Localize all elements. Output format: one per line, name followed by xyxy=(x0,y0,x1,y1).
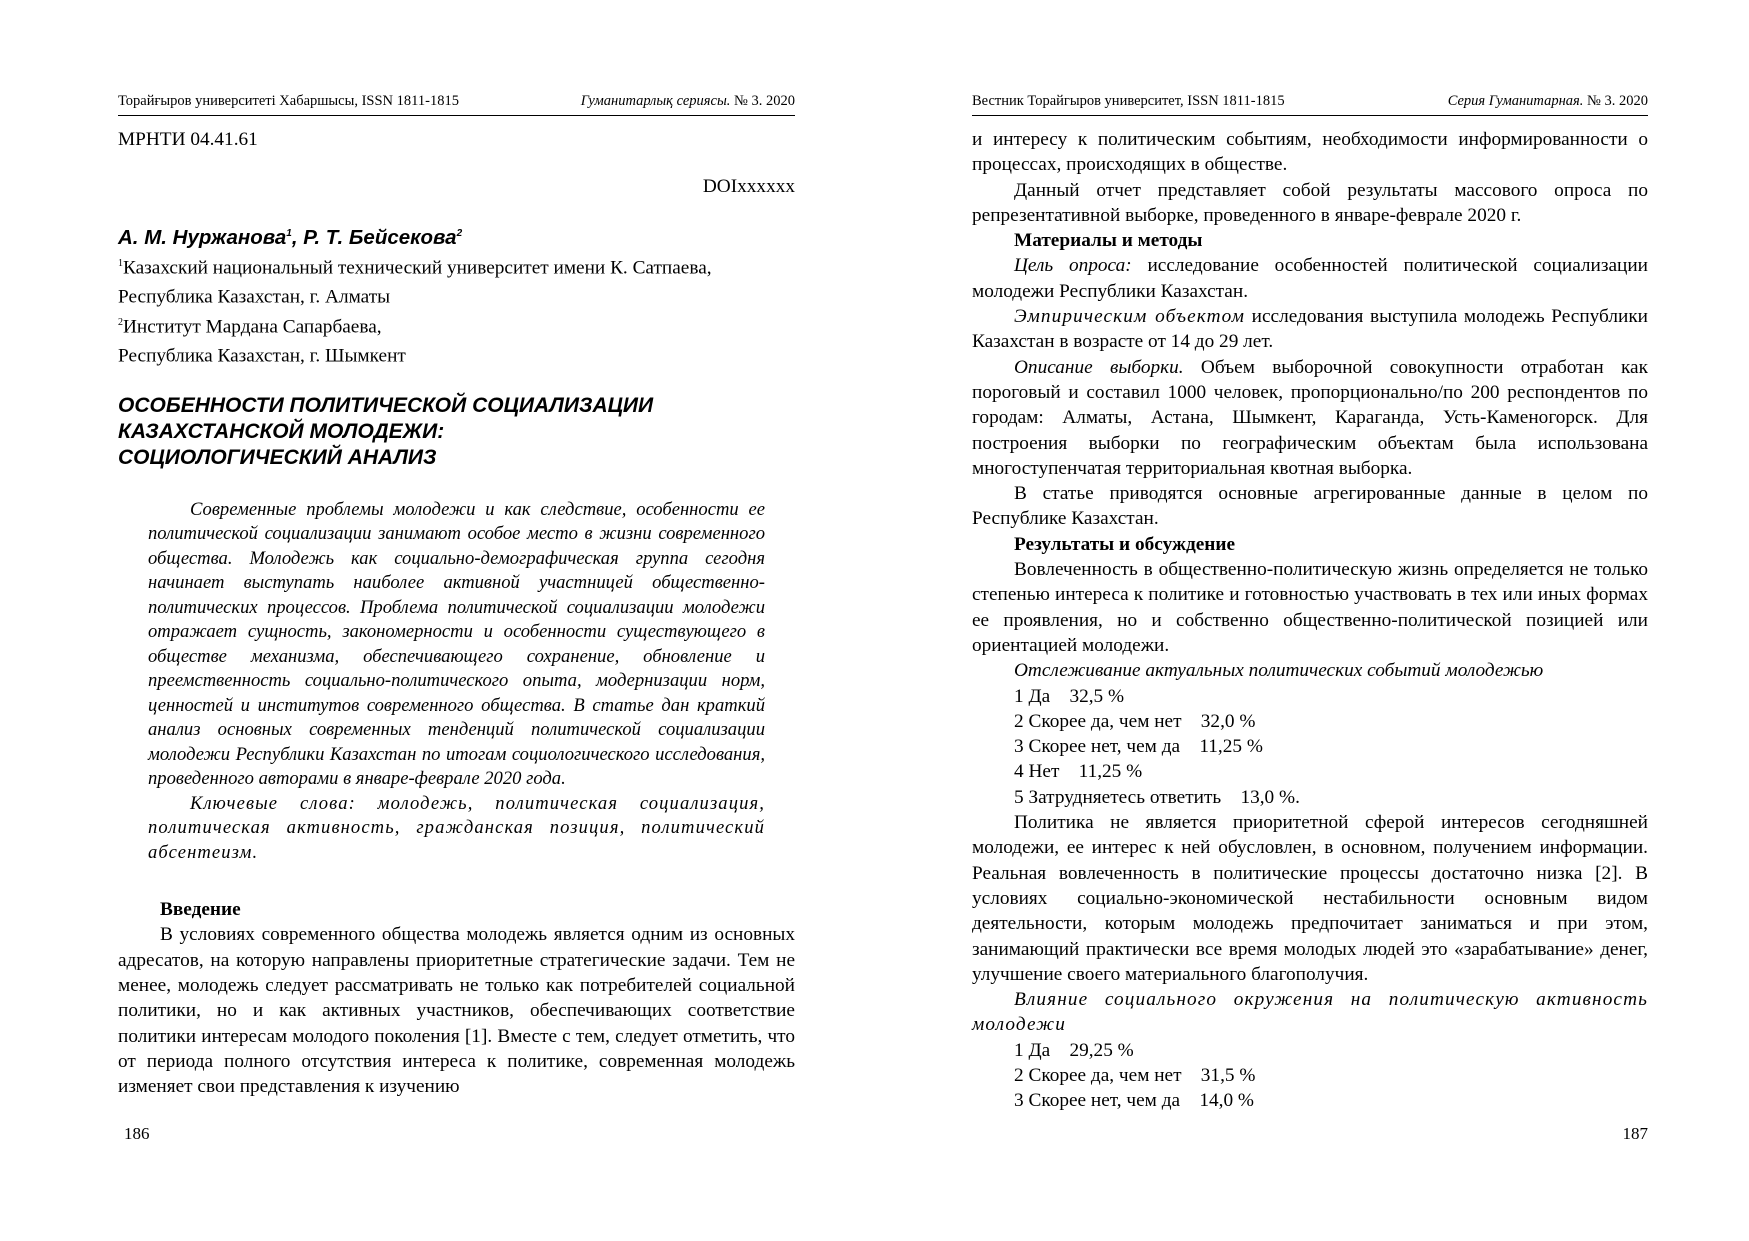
goal-paragraph xyxy=(972,253,1648,304)
page-number-right: 187 xyxy=(1622,1124,1648,1143)
introduction-text: В условиях современного общества молодежь является одним из основных адресатов, на которую направлены приоритетные стратегические задачи. Тем не менее, молодежь следует рассматривать не только как потребителей социальной политики, но и как активных участников, обеспечивающих соответствие политики интересам молодого поколения [1]. Вместе с тем, следует отметить, что от периода полного отсутствия интереса к политике, современная молодежь изменяет свои представления к изучению xyxy=(118,924,795,1098)
list-item: 2 Скорее да, чем нет 32,0 % xyxy=(1014,710,1256,732)
affiliation-text: Институт Мардана Сапарбаева, xyxy=(123,316,382,338)
author-1-sup: 1 xyxy=(286,228,292,239)
sample-text: Объем выборочной совокупности отработан как пороговый и составил 1000 человек, пропорционально/по 200 респондентов по городам: Алматы, Астана, Шымкент, Караганда, Усть-Каменогорск. Для построения выборки по географическим объектам была использована многоступенчатая территориальная квотная выборка. xyxy=(972,356,1648,479)
udc-code: МРНТИ 04.41.61 xyxy=(118,129,258,150)
article-title xyxy=(118,393,795,471)
affiliation-sup: 2 xyxy=(118,316,123,328)
list-item: 5 Затрудняетесь ответить 13,0 %. xyxy=(1014,786,1300,808)
list-item: 2 Скорее да, чем нет 31,5 % xyxy=(1014,1064,1256,1086)
journal-name: Торайғыров университеті Хабаршысы, ISSN 1811-1815 xyxy=(118,93,459,109)
affiliation-line xyxy=(118,310,795,339)
affiliation-line xyxy=(118,251,795,280)
affiliation-text: Республика Казахстан, г. Алматы xyxy=(118,286,391,308)
abstract-text: Современные проблемы молодежи и как следствие, особенности ее политической социализации занимают особое место в жизни современного общества. Молодежь как социально-демографическая группа сегодня начинает выступать наиболее активной участницей общественно-политических процессов. Проблема политической социализации молодежи отражает сущность, закономерности и особенности существующего в обществе механизма, обеспечивающего сохранение, обновление и преемственность социально-политического опыта, модернизации норм, ценностей и институтов современного общества. В статье дан краткий анализ основных современных тенденций политической социализации молодежи Республики Казахстан по итогам социологического исследования, проведенного авторами в январе-феврале 2020 года. xyxy=(148,498,765,790)
object-text: исследования выступила молодежь Республики Казахстан в возрасте от 14 до 29 лет. xyxy=(972,306,1649,353)
goal-text: исследование особенностей политической социализации молодежи Республики Казахстан. xyxy=(972,255,1648,302)
list-item: 4 Нет 11,25 % xyxy=(1014,761,1143,783)
abstract xyxy=(148,498,765,866)
list-item: 1 Да 29,25 % xyxy=(1014,1039,1134,1061)
introduction-section xyxy=(118,897,795,1099)
issue-number: № 3. 2020 xyxy=(1583,93,1648,109)
right-content xyxy=(972,127,1648,1114)
question-1-answers xyxy=(972,684,1648,810)
methods-heading: Материалы и методы xyxy=(1014,230,1203,252)
series-name: Гуманитарлық сериясы. xyxy=(580,93,731,109)
report-paragraph: Данный отчет представляет собой результаты массового опроса по репрезентативной выборке, проведенного в январе-феврале 2020 г. xyxy=(972,179,1648,226)
goal-label: Цель опроса: xyxy=(1014,255,1132,277)
page-number-left: 186 xyxy=(124,1124,150,1143)
involvement-paragraph: Вовлеченность в общественно-политическую жизнь определяется не только степенью интереса к политике и готовностью участвовать в тех или иных формах ее проявления, но и собственно общественно-политической позицией или ориентацией молодежи. xyxy=(972,559,1648,656)
title-line: КАЗАХСТАНСКОЙ МОЛОДЕЖИ: xyxy=(118,419,445,443)
issue-number: № 3. 2020 xyxy=(730,93,795,109)
politics-paragraph: Политика не является приоритетной сферой интересов сегодняшней молодежи, ее интерес к ней обусловлен, в основном, получением информации. Реальная вовлеченность в политические процессы достаточно низка [2]. В условиях социально-экономической нестабильности основным видом деятельности, которым молодежь предпочитает заниматься и при этом, занимающий практически все время молодых людей это «зарабатывание» денег, улучшение своего материального благополучия. xyxy=(972,812,1648,985)
keywords: Ключевые слова: молодежь, политическая социализация, политическая активность, гражданская позиция, политический абсентеизм. xyxy=(148,792,765,863)
left-content xyxy=(118,127,795,1099)
series-name: Серия Гуманитарная. xyxy=(1447,93,1584,109)
question-2-title: Влияние социального окружения на политическую активность молодежи xyxy=(972,989,1648,1036)
affiliation-sup: 1 xyxy=(118,257,123,269)
object-paragraph xyxy=(972,304,1648,355)
authors xyxy=(118,221,795,251)
sample-label: Описание выборки. xyxy=(1014,356,1184,378)
journal-name: Вестник Торайгыров университет, ISSN 1811-1815 xyxy=(972,93,1285,109)
object-label: Эмпирическим объектом xyxy=(1014,306,1246,328)
author-1: А. М. Нуржанова xyxy=(118,225,287,249)
list-item: 1 Да 32,5 % xyxy=(1014,685,1125,707)
affiliation-line xyxy=(118,280,795,309)
series-issue xyxy=(1448,93,1648,110)
title-line: ОСОБЕННОСТИ ПОЛИТИЧЕСКОЙ СОЦИАЛИЗАЦИИ xyxy=(118,393,654,417)
affiliations xyxy=(118,251,795,369)
continuation-text: и интересу к политическим событиям, необходимости информированности о процессах, происходящих в обществе. xyxy=(972,129,1648,176)
aggregate-paragraph: В статье приводятся основные агрегированные данные в целом по Республике Казахстан. xyxy=(972,483,1648,530)
doi: DOIxxxxxx xyxy=(702,176,795,197)
introduction-heading: Введение xyxy=(160,899,241,921)
sample-paragraph xyxy=(972,355,1648,481)
question-2-answers xyxy=(972,1038,1648,1114)
list-item: 3 Скорее нет, чем да 14,0 % xyxy=(1014,1090,1254,1112)
affiliation-line xyxy=(118,339,795,368)
results-heading: Результаты и обсуждение xyxy=(1014,533,1236,555)
author-separator: , xyxy=(291,225,304,249)
question-1-title: Отслеживание актуальных политических событий молодежью xyxy=(1014,660,1544,682)
left-running-head xyxy=(118,93,795,116)
author-2: Р. Т. Бейсекова xyxy=(303,225,457,249)
list-item: 3 Скорее нет, чем да 11,25 % xyxy=(1014,736,1263,758)
title-line: СОЦИОЛОГИЧЕСКИЙ АНАЛИЗ xyxy=(118,445,437,469)
affiliation-text: Республика Казахстан, г. Шымкент xyxy=(118,345,406,367)
author-2-sup: 2 xyxy=(456,228,463,239)
series-issue xyxy=(581,93,795,110)
left-page xyxy=(118,0,795,1241)
right-page xyxy=(972,0,1648,1241)
right-running-head xyxy=(972,93,1648,116)
affiliation-text: Казахский национальный технический университет имени К. Сатпаева, xyxy=(123,257,712,279)
